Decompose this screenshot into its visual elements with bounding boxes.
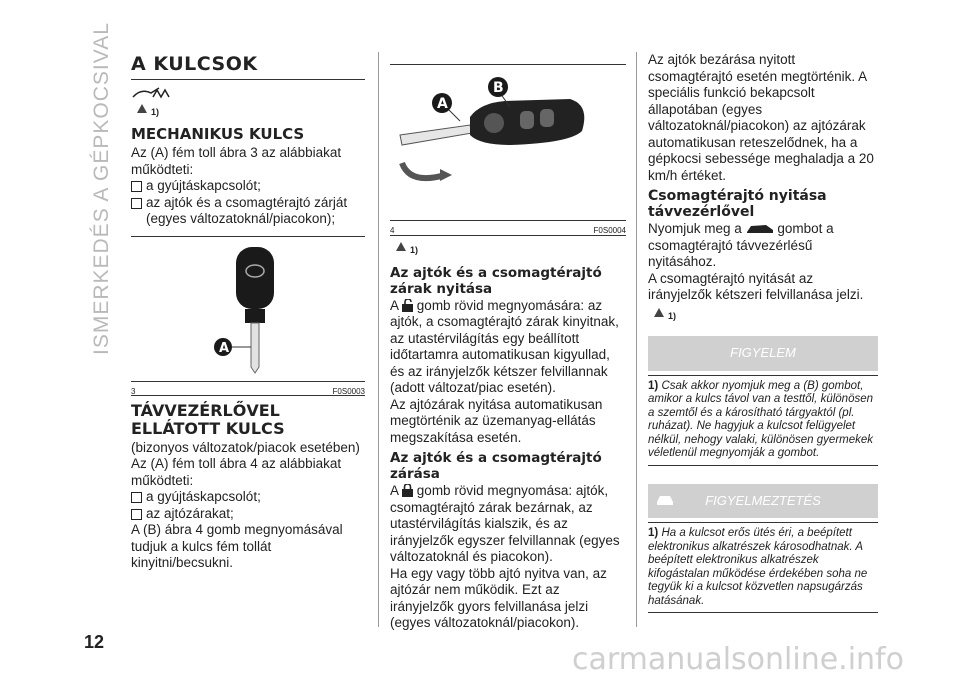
figure-code: F0S0003 bbox=[332, 387, 365, 396]
figure-label-a: A bbox=[219, 340, 230, 356]
list-item bbox=[131, 506, 365, 523]
title-rule bbox=[131, 79, 365, 80]
warning-triangle-icon bbox=[137, 104, 147, 113]
chapter-side-title: ISMERKEDÉS A GÉPKOCSIVAL bbox=[90, 22, 113, 355]
note-number: 1) bbox=[648, 379, 659, 392]
reference-number: 1) bbox=[151, 106, 160, 117]
caution-box-body bbox=[648, 522, 878, 613]
bullet-box-icon bbox=[131, 181, 142, 192]
note-text: Csak akkor nyomjuk meg a (B) gombot, amikor a kulcs távol van a testtől, különösen a szemtől és a károsítható tárgyaktól (pl. ruházat). Ne hagyjuk a kulcsot felügyelet nélkül, nehogy valaki, különösen gyermekek véletlenül megnyomják a gombot. bbox=[648, 379, 874, 459]
list-item bbox=[131, 195, 365, 228]
paragraph: Az (A) fém toll ábra 4 az alábbiakat működteti: bbox=[131, 456, 342, 488]
column-divider bbox=[378, 52, 379, 627]
figure-code: F0S0004 bbox=[593, 225, 626, 235]
mechanical-key-illustration bbox=[131, 237, 365, 377]
section-heading: MECHANIKUS KULCS bbox=[131, 125, 305, 143]
paragraph-text: gomb rövid megnyomása: ajtók, csomagtérajtó zárak bezárnak, az utastérvilágítás kialszik, és az irányjelzők egyszer felvillannak (egyes változatoknál és piacokon). bbox=[390, 483, 620, 564]
ecology-hand-icon bbox=[131, 86, 171, 100]
figure-label-a: A bbox=[437, 96, 448, 112]
section-heading: Az ajtók és a csomagtérajtó zárak nyitása bbox=[390, 264, 602, 297]
unlock-padlock-icon bbox=[402, 299, 413, 312]
paragraph-text: gomb rövid megnyomására: az ajtók, a csomagtérajtó zárak kinyitnak, az utastérvilágítás egy beállított időtartamra automatikusan kigyullad, és az irányjelzők kétszer felvillannak (adott változat/piac esetén). bbox=[390, 297, 619, 395]
reference-number: 1) bbox=[410, 245, 419, 255]
prefix-a: A bbox=[390, 297, 399, 313]
reference-note bbox=[396, 242, 626, 259]
paragraph-text: gombot a csomagtérajtó távvezérlésű nyitásához. bbox=[648, 221, 834, 269]
paragraph: Ha egy vagy több ajtó nyitva van, az ajtózár nem működik. Ezt az irányjelzők gyors felvillanása jelzi (egyes változatoknál/piacokon). bbox=[390, 565, 607, 630]
caution-title: FIGYELMEZTETÉS bbox=[705, 492, 821, 508]
car-caution-icon bbox=[656, 492, 674, 506]
page-title: A KULCSOK bbox=[131, 53, 258, 75]
paragraph: Az (A) fém toll ábra 3 az alábbiakat működteti: bbox=[131, 145, 342, 177]
figure-number: 3 bbox=[131, 387, 136, 396]
icon-row bbox=[131, 86, 365, 100]
reference-note bbox=[654, 308, 878, 325]
list-item-text: a gyújtáskapcsolót; bbox=[146, 489, 261, 504]
paragraph bbox=[390, 483, 626, 566]
figure-caption bbox=[390, 220, 626, 242]
warning-box-header bbox=[648, 336, 878, 371]
figure-label-b: B bbox=[493, 80, 504, 96]
section-heading: TÁVVEZÉRLŐVEL ELLÁTOTT KULCS bbox=[131, 400, 285, 438]
paragraph bbox=[390, 298, 626, 397]
reference-note bbox=[137, 104, 365, 121]
warning-triangle-icon bbox=[396, 242, 406, 251]
paragraph-text: Nyomjuk meg a bbox=[648, 221, 742, 236]
watermark: carmanualsonline.info bbox=[572, 642, 904, 677]
column-2 bbox=[390, 52, 626, 632]
column-1 bbox=[131, 52, 365, 572]
paragraph: A (B) ábra 4 gomb megnyomásával tudjuk a kulcs fém tollát kinyitni/becsukni. bbox=[131, 522, 343, 570]
car-trunk-icon bbox=[746, 222, 774, 235]
note-number: 1) bbox=[648, 527, 659, 539]
list-item bbox=[131, 178, 365, 195]
warning-title: FIGYELEM bbox=[730, 345, 796, 360]
page-number: 12 bbox=[84, 632, 105, 652]
paragraph: Az ajtózárak nyitása automatikusan megtörténik az üzemanyag-ellátás megszakítása esetén. bbox=[390, 396, 603, 445]
list-item bbox=[131, 489, 365, 506]
column-divider bbox=[636, 52, 637, 627]
section-heading: Csomagtérajtó nyitása távvezérlővel bbox=[648, 188, 827, 220]
figure-3 bbox=[131, 236, 365, 396]
column-3 bbox=[648, 52, 878, 613]
note-text: Ha a kulcsot erős ütés éri, a beépített elektronikus alkatrészek károsodhatnak. A beépített elektronikus alkatrészek kifogástalan működése érdekében soha ne tegyük ki a kulcsot közvetlen napsugárzás hatásának. bbox=[648, 527, 868, 607]
figure-caption bbox=[131, 381, 365, 403]
warning-box-body bbox=[648, 375, 878, 466]
bullet-box-icon bbox=[131, 509, 142, 520]
paragraph: A csomagtérajtó nyitását az irányjelzők kétszeri felvillanása jelzi. bbox=[648, 270, 864, 302]
figure-number: 4 bbox=[390, 225, 395, 235]
section-heading: Az ajtók és a csomagtérajtó zárása bbox=[390, 450, 602, 482]
warning-triangle-icon bbox=[654, 308, 664, 317]
bullet-box-icon bbox=[131, 492, 142, 503]
paragraph: Az ajtók bezárása nyitott csomagtérajtó esetén megtörténik. A speciális funkció bekapcsolt állapotában (egyes változatoknál/piacokon) az ajtózárak automatikusan reteszelődnek, ha a gépkocsi sebessége meghaladja a 20 km/h értéket. bbox=[648, 52, 874, 183]
bullet-box-icon bbox=[131, 198, 142, 209]
caution-box-header bbox=[648, 484, 878, 519]
list-item-text: a gyújtáskapcsolót; bbox=[146, 178, 261, 193]
list-item-text: az ajtózárakat; bbox=[146, 505, 234, 521]
remote-key-illustration bbox=[390, 65, 626, 215]
prefix-a: A bbox=[390, 483, 399, 498]
list-item-text: az ajtók és a csomagtérajtó zárját (egyes változatoknál/piacokon); bbox=[146, 194, 348, 226]
figure-4 bbox=[390, 64, 626, 236]
reference-number: 1) bbox=[668, 310, 677, 321]
paragraph: (bizonyos változatok/piacok esetében) bbox=[131, 439, 360, 455]
paragraph bbox=[648, 221, 878, 271]
lock-padlock-icon bbox=[402, 484, 413, 497]
